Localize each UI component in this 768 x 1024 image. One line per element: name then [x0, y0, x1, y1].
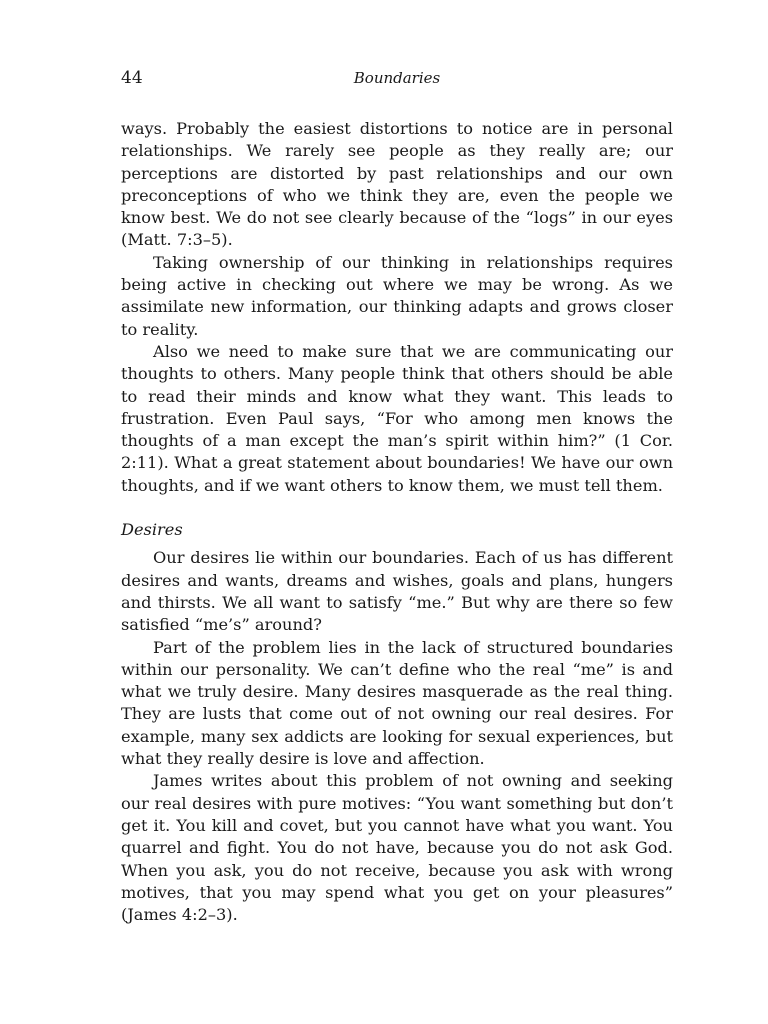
paragraph-5: Part of the problem lies in the lack of structured boundaries within our personality. We can’t define who the real “me” is and what we truly desire. Many desires masquerade as the real thing. They are lusts that come out of not owning our real desires. For example, many sex addicts are looking for sexual experiences, but what they really desire is love and affection. — [121, 637, 673, 769]
book-page — [121, 0, 673, 1024]
page-number: 44 — [121, 68, 143, 88]
section-heading-desires: Desires — [121, 520, 183, 540]
paragraph-3: Also we need to make sure that we are communicating our thoughts to others. Many people think that others should be able to read their minds and know what they want. This leads to frustration. Even Paul says, “For who among men knows the thoughts of a man except the man’s spirit within him?” (1 Cor. 2:11). What a great statement about boundaries! We have our own thoughts, and if we want others to know them, we must tell them. — [121, 341, 673, 495]
paragraph-6: James writes about this problem of not owning and seeking our real desires with pure motives: “You want something but don’t get it. You kill and covet, but you cannot have what you want. You quarrel and fight. You do not have, because you do not ask God. When you ask, you do not receive, because you ask with wrong motives, that you may spend what you get on your pleasures” (James 4:2–3). — [121, 771, 673, 925]
body-text — [121, 118, 673, 926]
paragraph-4: Our desires lie within our boundaries. Each of us has different desires and wants, dreams and wishes, goals and plans, hungers and thirsts. We all want to satisfy “me.” But why are there so few satisfied “me’s” around? — [121, 548, 673, 635]
paragraph-2: Taking ownership of our thinking in relationships requires being active in checking out where we may be wrong. As we assimilate new information, our thinking adapts and grows closer to reality. — [121, 252, 673, 339]
paragraph-1: ways. Probably the easiest distortions to notice are in personal relationships. We rarely see people as they really are; our perceptions are distorted by past relationships and our own preconceptions of who we think they are, even the people we know best. We do not see clearly because of the “logs” in our eyes (Matt. 7:3–5). — [121, 119, 673, 250]
running-header — [121, 66, 673, 90]
running-title: Boundaries — [353, 69, 441, 87]
